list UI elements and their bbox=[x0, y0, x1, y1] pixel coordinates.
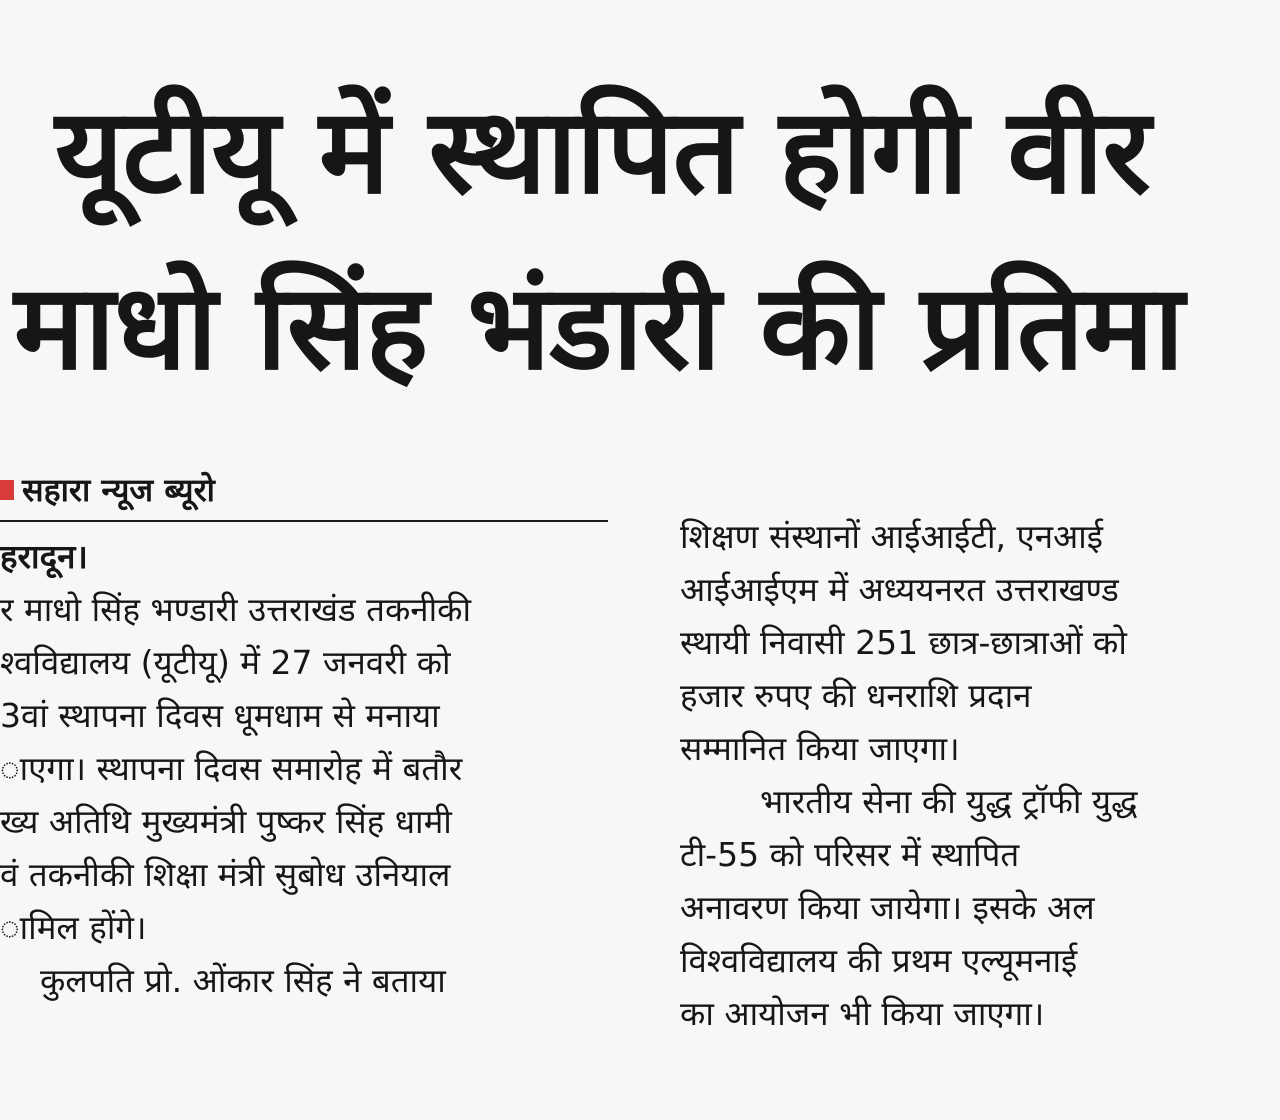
headline-line-2: माधो सिंह भंडारी की प्रतिमा bbox=[14, 258, 1184, 396]
article-column-right bbox=[680, 510, 1280, 1040]
left-column-line: कुलपति प्रो. ओंकार सिंह ने बताया bbox=[40, 961, 446, 1000]
left-column-line: ामिल होंगे। bbox=[0, 908, 147, 947]
right-column-line: आईआईएम में अध्ययनरत उत्तराखण्ड bbox=[680, 570, 1119, 609]
byline-square-icon bbox=[0, 480, 14, 500]
right-column-line: विश्वविद्यालय की प्रथम एल्यूमनाई bbox=[680, 941, 1078, 980]
right-column-line: अनावरण किया जायेगा। इसके अल bbox=[680, 888, 1095, 927]
right-column-line: शिक्षण संस्थानों आईआईटी, एनआई bbox=[680, 517, 1103, 556]
right-column-line: सम्मानित किया जाएगा। bbox=[680, 729, 960, 768]
right-column-line: स्थायी निवासी 251 छात्र-छात्राओं को bbox=[680, 623, 1127, 662]
byline-text: सहारा न्यूज ब्यूरो bbox=[22, 471, 215, 509]
left-column-line: वं तकनीकी शिक्षा मंत्री सुबोध उनियाल bbox=[0, 855, 451, 894]
dateline: हरादून। bbox=[0, 537, 88, 576]
article-column-left bbox=[0, 530, 625, 1007]
byline bbox=[0, 470, 215, 510]
left-column-line: ख्य अतिथि मुख्यमंत्री पुष्कर सिंह धामी bbox=[0, 802, 452, 841]
headline-line-1: यूटीयू में स्थापित होगी वीर bbox=[55, 82, 1150, 220]
left-column-line: ाएगा। स्थापना दिवस समारोह में बतौर bbox=[0, 749, 463, 788]
left-column-line: 3वां स्थापना दिवस धूमधाम से मनाया bbox=[0, 696, 440, 735]
right-column-line: भारतीय सेना की युद्ध ट्रॉफी युद्ध bbox=[760, 782, 1138, 821]
right-column-line: टी-55 को परिसर में स्थापित bbox=[680, 835, 1020, 874]
right-column-line: हजार रुपए की धनराशि प्रदान bbox=[680, 676, 1032, 715]
right-column-line: का आयोजन भी किया जाएगा। bbox=[680, 994, 1045, 1033]
left-column-line: श्वविद्यालय (यूटीयू) में 27 जनवरी को bbox=[0, 643, 451, 682]
left-column-line: र माधो सिंह भण्डारी उत्तराखंड तकनीकी bbox=[0, 590, 472, 629]
byline-rule bbox=[0, 520, 608, 522]
